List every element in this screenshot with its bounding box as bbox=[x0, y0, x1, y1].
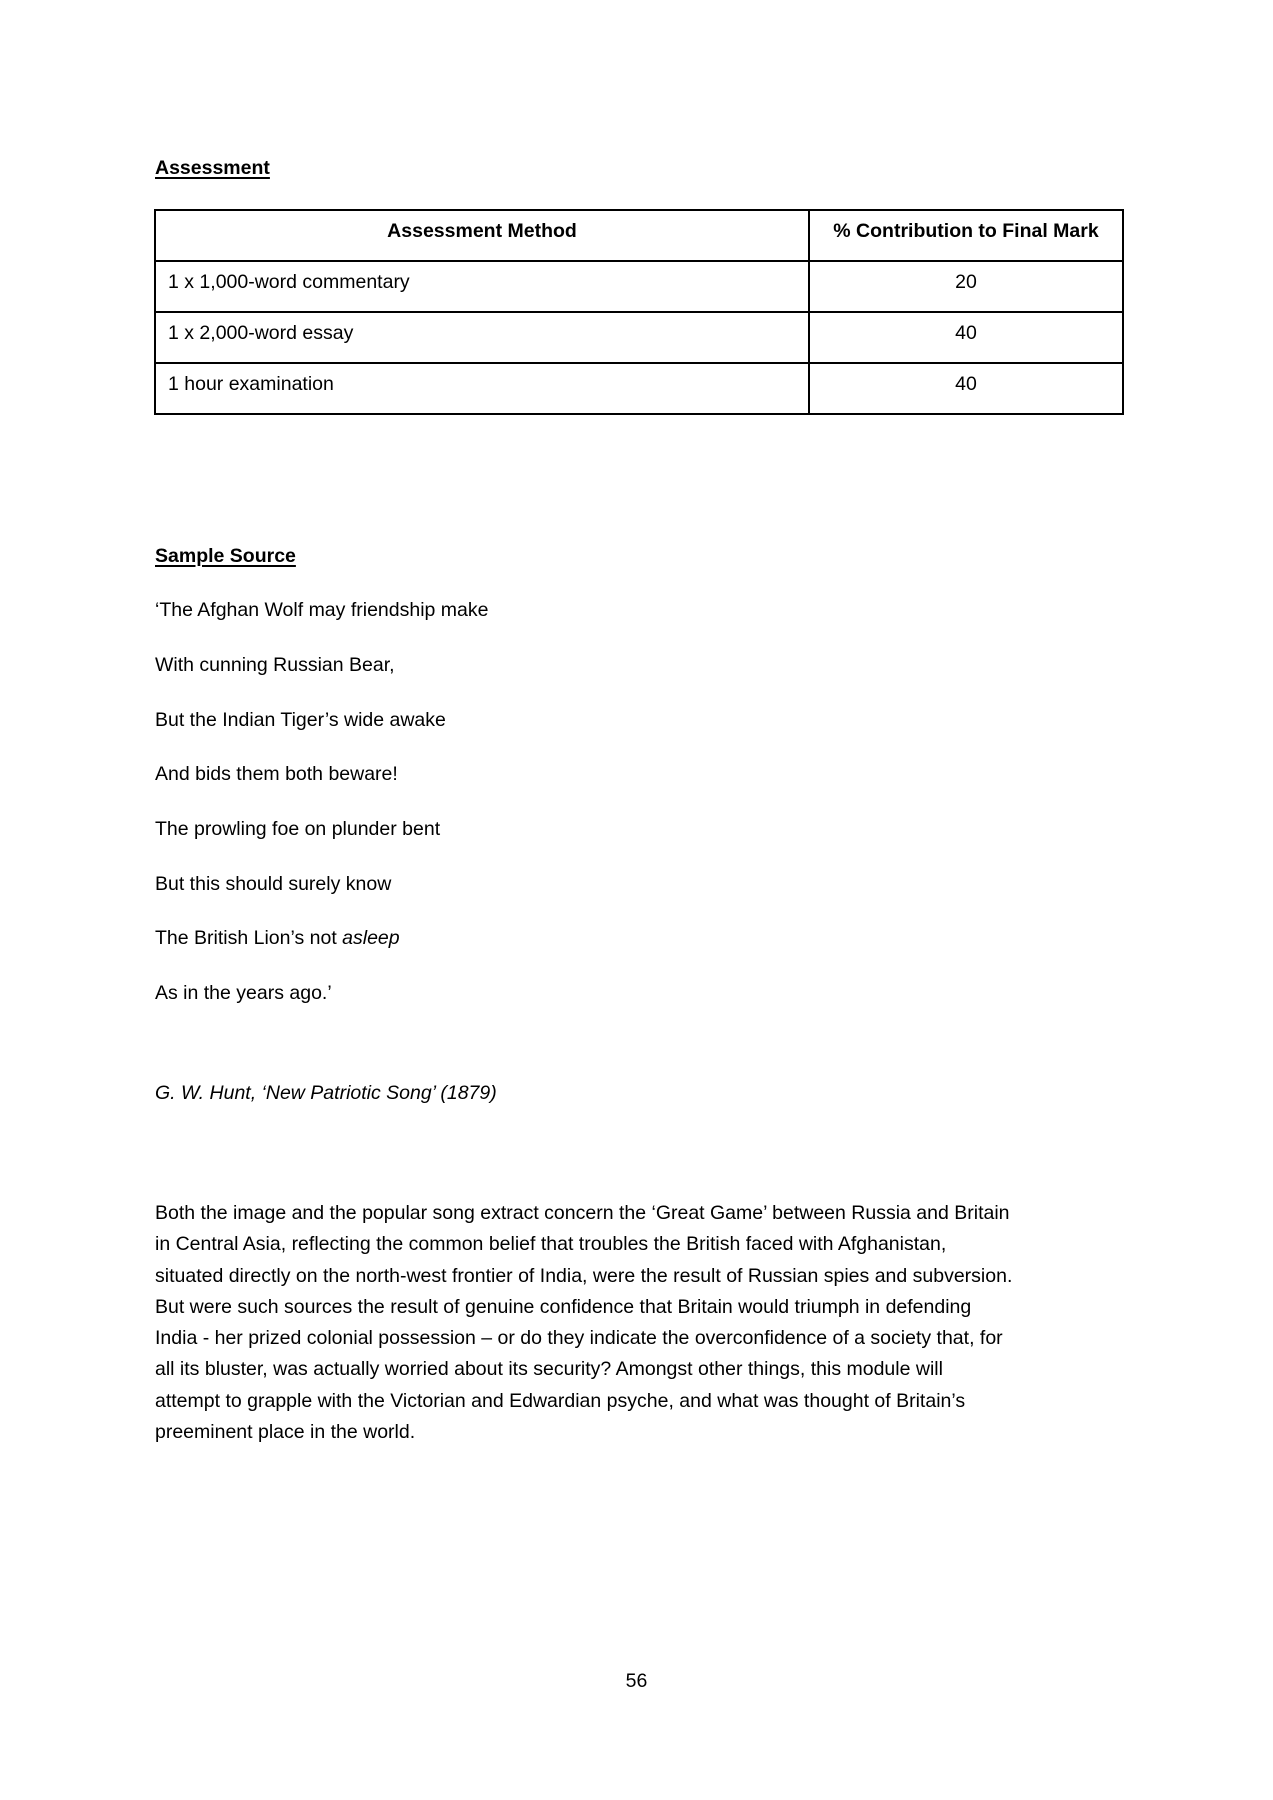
assessment-table bbox=[154, 209, 1124, 415]
poem-line: The prowling foe on plunder bent bbox=[155, 818, 441, 840]
commentary-line: attempt to grapple with the Victorian and Edwardian psyche, and what was thought of Britain’s bbox=[155, 1389, 966, 1412]
poem-line: ‘The Afghan Wolf may friendship make bbox=[155, 599, 489, 621]
method-cell: 1 x 2,000-word essay bbox=[155, 312, 809, 363]
poem-line bbox=[155, 926, 400, 950]
table-row bbox=[155, 261, 1123, 312]
assessment-heading: Assessment bbox=[155, 157, 270, 179]
poem-line: With cunning Russian Bear, bbox=[155, 654, 395, 676]
commentary-line: preeminent place in the world. bbox=[155, 1421, 416, 1444]
commentary-line: situated directly on the north-west frontier of India, were the result of Russian spies and subversion. bbox=[155, 1264, 1013, 1287]
commentary-line: all its bluster, was actually worried about its security? Amongst other things, this module will bbox=[155, 1358, 943, 1381]
table-row bbox=[155, 312, 1123, 363]
contribution-cell: 20 bbox=[809, 261, 1123, 312]
header-assessment-method: Assessment Method bbox=[155, 210, 809, 261]
sample-source-heading: Sample Source bbox=[155, 545, 296, 567]
poem-line: As in the years ago.’ bbox=[155, 982, 332, 1004]
contribution-cell: 40 bbox=[809, 363, 1123, 414]
commentary-line: India - her prized colonial possession – or do they indicate the overconfidence of a society that, for bbox=[155, 1327, 1003, 1350]
table-row bbox=[155, 363, 1123, 414]
commentary-paragraph bbox=[155, 1198, 1130, 1448]
method-cell: 1 x 1,000-word commentary bbox=[155, 261, 809, 312]
poem-italic-word: asleep bbox=[342, 927, 400, 949]
commentary-line: Both the image and the popular song extract concern the ‘Great Game’ between Russia and Britain bbox=[155, 1202, 1010, 1224]
poem-line: But this should surely know bbox=[155, 873, 392, 895]
commentary-line: in Central Asia, reflecting the common belief that troubles the British faced with Afghanistan, bbox=[155, 1233, 947, 1256]
poem-line-text: The British Lion’s not bbox=[155, 927, 343, 949]
source-citation: G. W. Hunt, ‘New Patriotic Song’ (1879) bbox=[155, 1082, 497, 1104]
poem-line: And bids them both beware! bbox=[155, 763, 398, 785]
method-cell: 1 hour examination bbox=[155, 363, 809, 414]
table-header-row bbox=[155, 210, 1123, 261]
page-number: 56 bbox=[625, 1670, 648, 1692]
header-contribution: % Contribution to Final Mark bbox=[809, 210, 1123, 261]
contribution-cell: 40 bbox=[809, 312, 1123, 363]
poem-line: But the Indian Tiger’s wide awake bbox=[155, 709, 446, 731]
commentary-line: But were such sources the result of genuine confidence that Britain would triumph in defending bbox=[155, 1295, 972, 1318]
